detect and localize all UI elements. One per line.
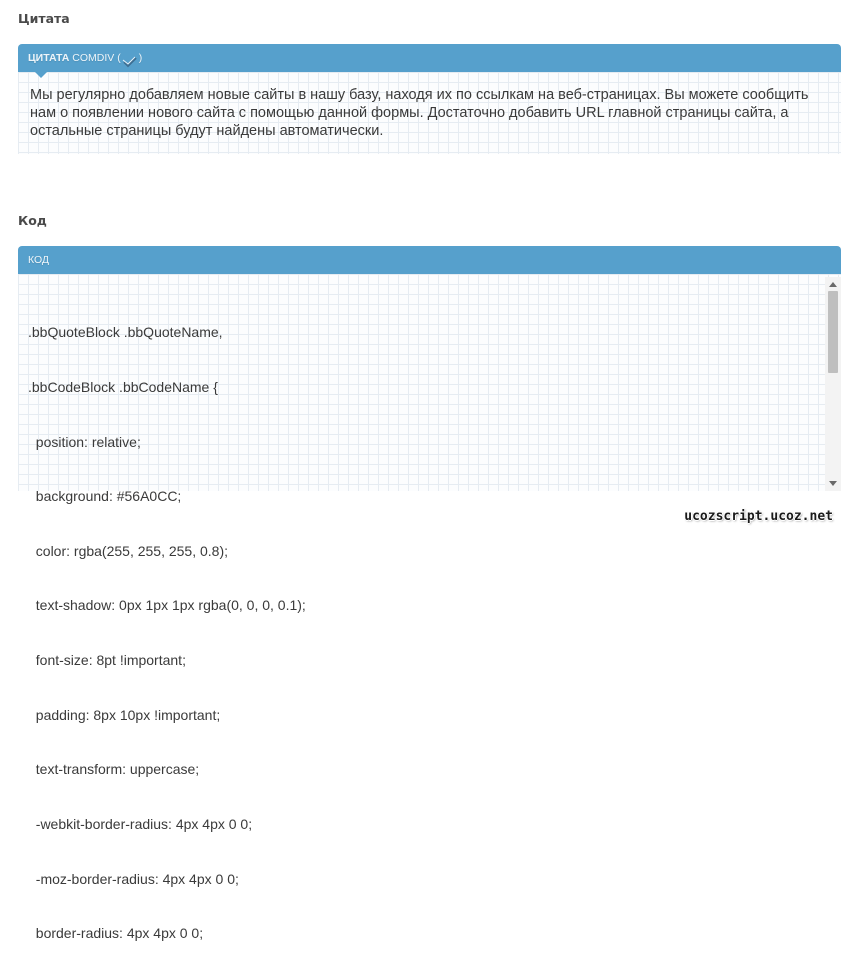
code-line: position: relative; xyxy=(28,433,141,450)
quote-open-paren: ( xyxy=(117,52,121,64)
code-line: -moz-border-radius: 4px 4px 0 0; xyxy=(28,870,239,887)
scroll-down-arrow-icon[interactable] xyxy=(829,481,837,486)
quote-text: Мы регулярно добавляем новые сайты в нашу базу, находя их по ссылкам на веб-страницах. Вы можете сообщить нам о появлении нового сайта с помощью данной формы. Достаточно добавить URL главной страницы сайта, а остальные страницы будут найдены автоматически. xyxy=(30,87,809,139)
code-line: color: rgba(255, 255, 255, 0.8); xyxy=(28,542,229,559)
code-header-label: КОД xyxy=(28,254,50,266)
code-content[interactable] xyxy=(28,287,821,979)
checkmark-icon[interactable] xyxy=(122,51,138,63)
quote-header xyxy=(18,44,841,72)
code-section-title: Код xyxy=(18,213,47,228)
code-line: background: #56A0CC; xyxy=(28,488,182,505)
code-line: text-shadow: 0px 1px 1px rgba(0, 0, 0, 0.1); xyxy=(28,597,306,614)
code-line: padding: 8px 10px !important; xyxy=(28,706,221,723)
code-line: .bbQuoteBlock .bbQuoteName, xyxy=(28,324,223,341)
quote-section-title: Цитата xyxy=(18,11,70,26)
quote-body xyxy=(18,72,841,154)
quote-block xyxy=(18,44,841,154)
code-line: font-size: 8pt !important; xyxy=(28,652,186,669)
quote-close-paren: ) xyxy=(138,52,143,64)
code-line: text-transform: uppercase; xyxy=(28,761,200,778)
watermark: ucozscript.ucoz.net xyxy=(684,509,833,524)
code-header xyxy=(18,246,841,274)
code-scrollbar[interactable] xyxy=(825,277,841,491)
code-line: .bbCodeBlock .bbCodeName { xyxy=(28,379,218,396)
code-line: -webkit-border-radius: 4px 4px 0 0; xyxy=(28,815,253,832)
scroll-up-arrow-icon[interactable] xyxy=(829,282,837,287)
quote-author[interactable]: COMDIV xyxy=(72,52,115,64)
quote-header-label: ЦИТАТА xyxy=(28,52,70,64)
code-line: border-radius: 4px 4px 0 0; xyxy=(28,925,204,942)
scroll-thumb[interactable] xyxy=(828,291,838,373)
